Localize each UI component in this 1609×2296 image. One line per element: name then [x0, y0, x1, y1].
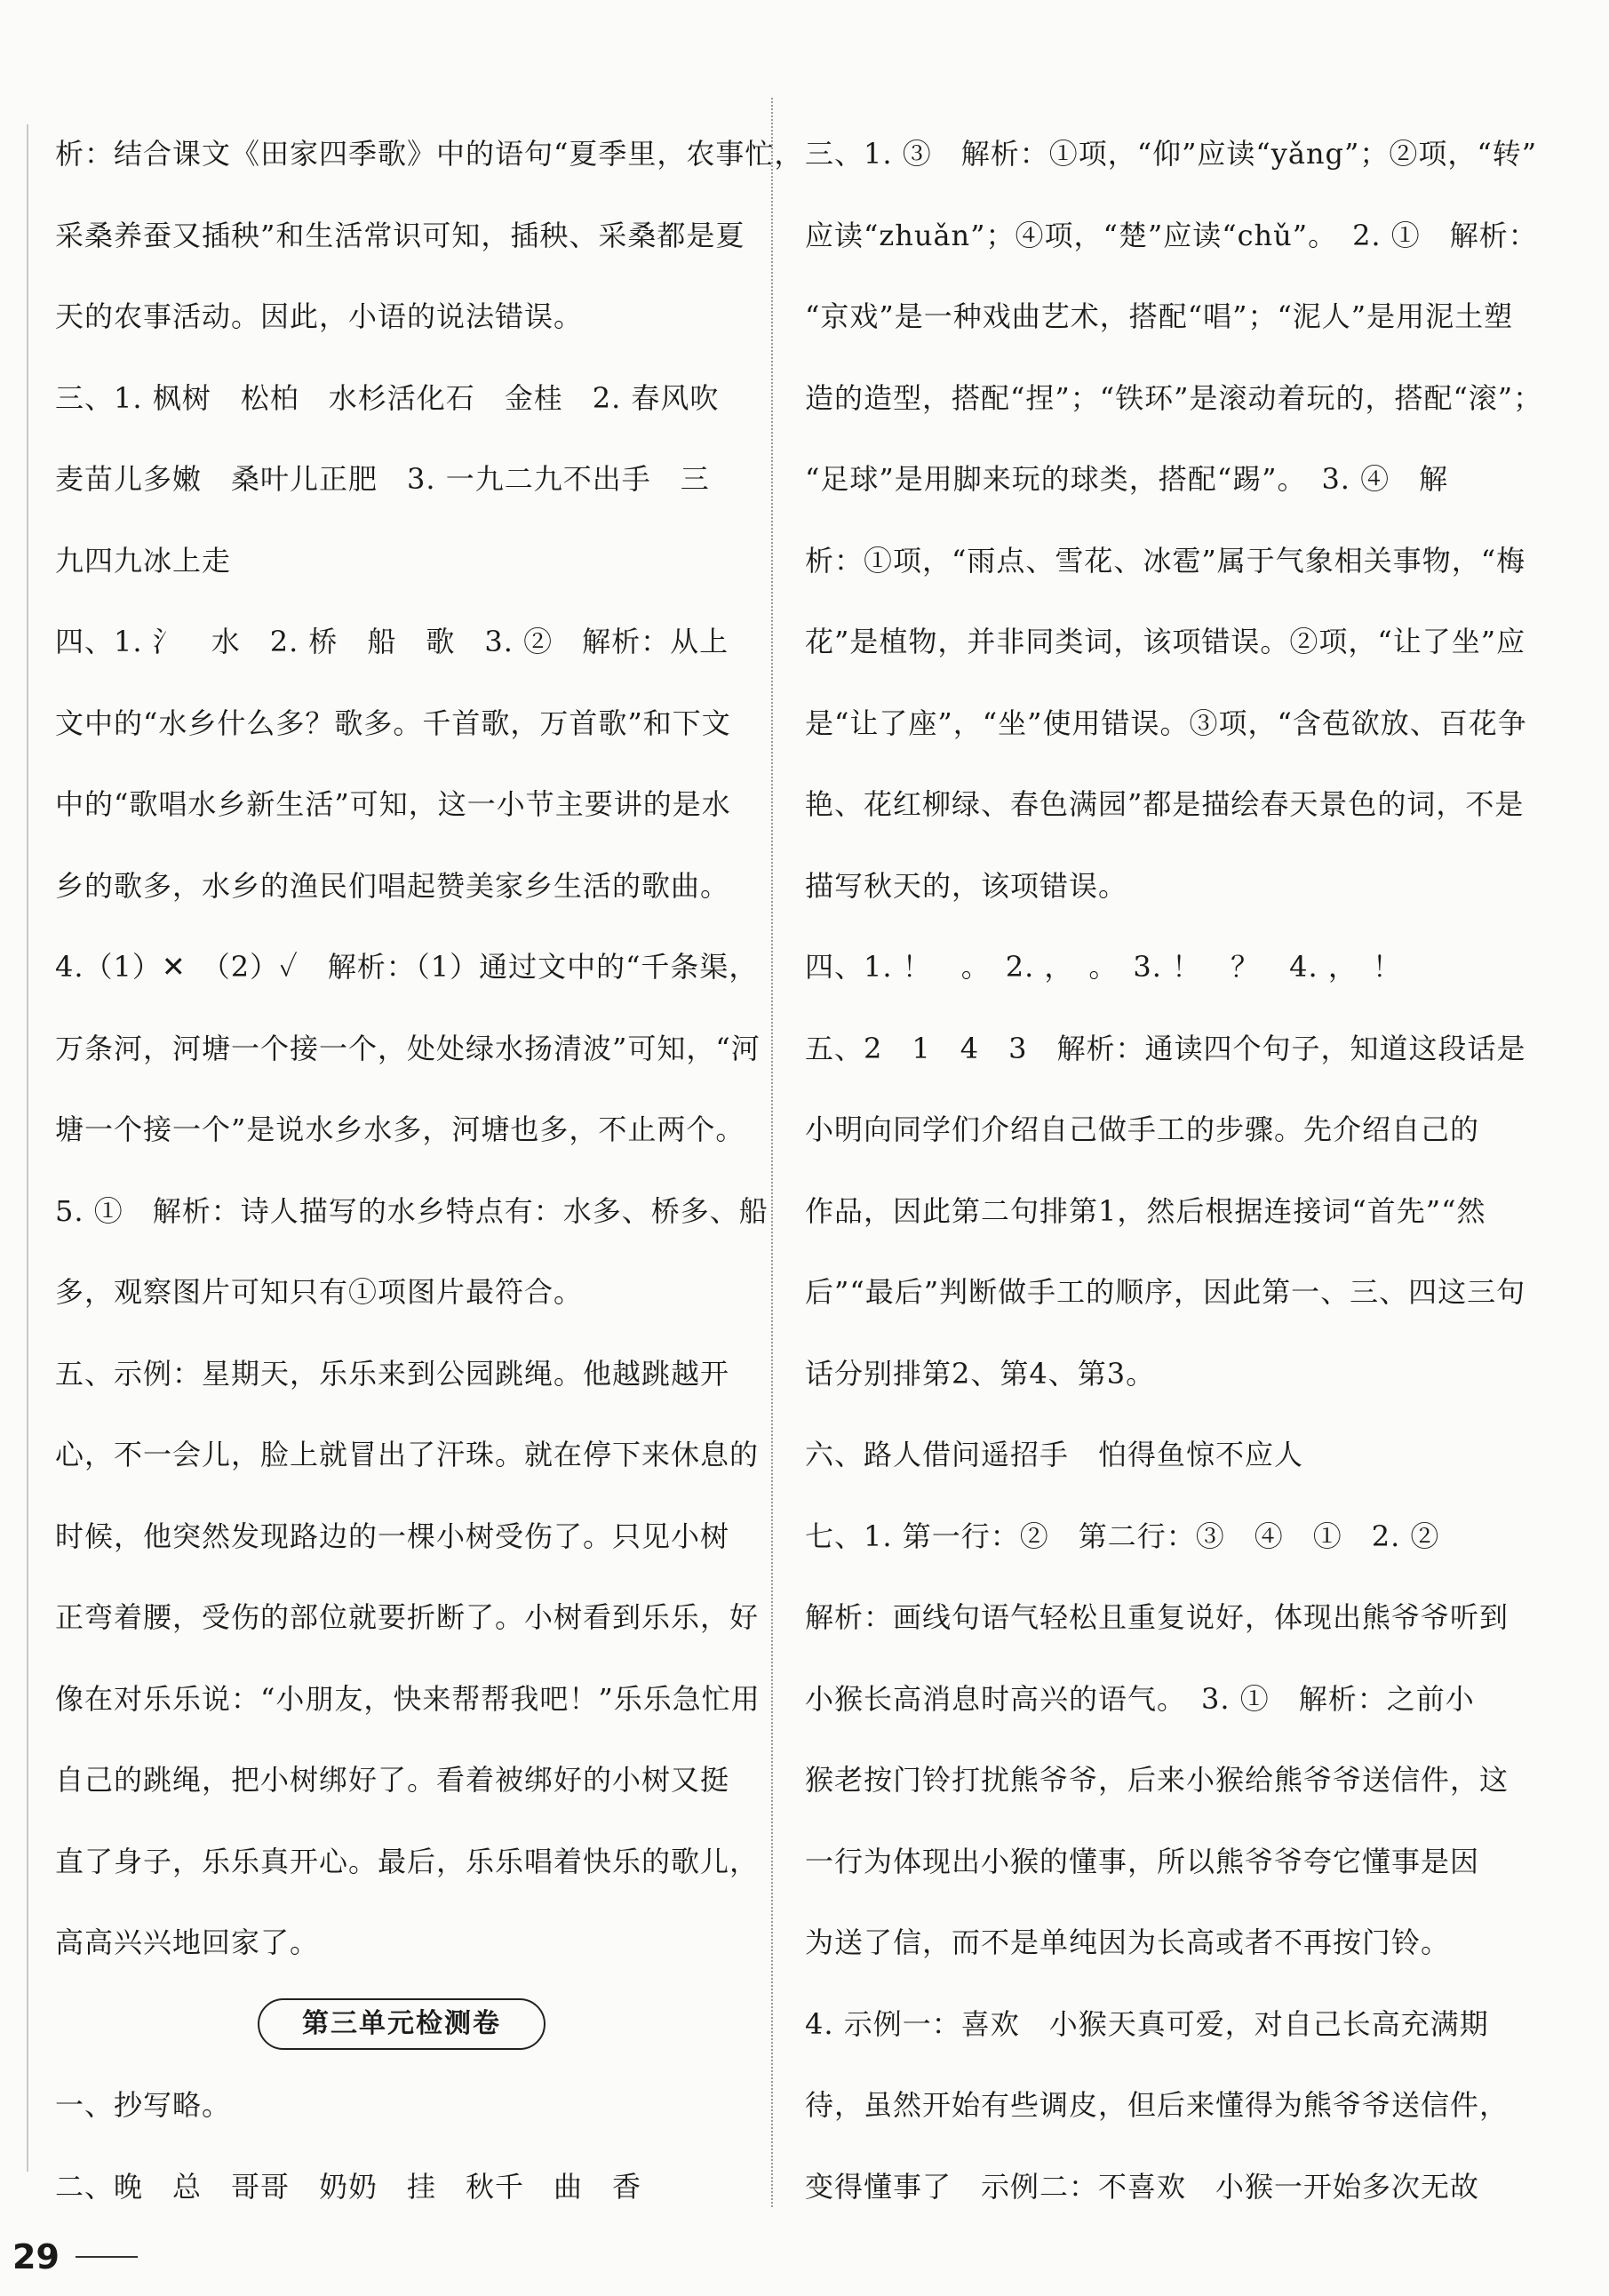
- text-line: 天的农事活动。因此，小语的说法错误。: [55, 299, 584, 333]
- text-line: 一行为体现出小猴的懂事，所以熊爷爷夸它懂事是因: [805, 1844, 1480, 1878]
- text-line: 四、1. ！ 。 2. ， 。 3. ！ ？ 4. ， ！: [805, 950, 1402, 984]
- footer-dash: [76, 2256, 138, 2258]
- text-line: 多，观察图片可知只有①项图片最符合。: [55, 1275, 584, 1309]
- text-line: 为送了信，而不是单纯因为长高或者不再按门铃。: [805, 1925, 1451, 1959]
- text-line: 自己的跳绳，把小树绑好了。看着被绑好的小树又挺: [55, 1763, 730, 1797]
- text-line: 像在对乐乐说：“小朋友，快来帮帮我吧！”乐乐急忙用: [55, 1681, 761, 1716]
- text-line: 四、1. 氵 水 2. 桥 船 歌 3. ② 解析：从上: [55, 625, 729, 658]
- left-margin-rule: [27, 124, 28, 2172]
- page-footer: [12, 2237, 138, 2276]
- text-line: 一、抄写略。: [55, 2088, 232, 2122]
- text-line: 三、1. ③ 解析：①项，“仰”应读“yǎng”；②项，“转”: [805, 137, 1538, 171]
- text-line: 小明向同学们介绍自己做手工的步骤。先介绍自己的: [805, 1112, 1480, 1146]
- text-line: 乡的歌多，水乡的渔民们唱起赞美家乡生活的歌曲。: [55, 868, 730, 903]
- text-line: 话分别排第2、第4、第3。: [805, 1356, 1156, 1391]
- text-line: 七、1. 第一行：② 第二行：③ ④ ① 2. ②: [805, 1519, 1440, 1553]
- text-line: 采桑养蚕又插秧”和生活常识可知，插秧、采桑都是夏: [55, 218, 745, 252]
- section-banner: 第三单元检测卷: [258, 1998, 546, 2050]
- text-line: 麦苗儿多嫩 桑叶儿正肥 3. 一九二九不出手 三: [55, 462, 710, 496]
- text-line: 小猴长高消息时高兴的语气。 3. ① 解析：之前小: [805, 1681, 1475, 1716]
- page-number: 29: [12, 2237, 60, 2276]
- text-line: 六、路人借问遥招手 怕得鱼惊不应人: [805, 1438, 1304, 1471]
- text-line: 后”“最后”判断做手工的顺序，因此第一、三、四这三句: [805, 1275, 1526, 1309]
- text-line: 5. ① 解析：诗人描写的水乡特点有：水多、桥多、船: [55, 1193, 769, 1228]
- text-line: 三、1. 枫树 松柏 水杉活化石 金桂 2. 春风吹: [55, 380, 720, 415]
- text-line: 文中的“水乡什么多？歌多。千首歌，万首歌”和下文: [55, 706, 731, 740]
- text-line: 花”是植物，并非同类词，该项错误。②项，“让了坐”应: [805, 625, 1526, 658]
- text-line: 析：结合课文《田家四季歌》中的语句“夏季里，农事忙，: [55, 137, 804, 171]
- text-line: 二、晚 总 哥哥 奶奶 挂 秋千 曲 香: [55, 2169, 642, 2204]
- text-line: 五、示例：星期天，乐乐来到公园跳绳。他越跳越开: [55, 1356, 730, 1391]
- text-line: 高高兴兴地回家了。: [55, 1925, 320, 1959]
- text-line: 时候，他突然发现路边的一棵小树受伤了。只见小树: [55, 1519, 730, 1553]
- text-line: 应读“zhuǎn”；④项，“楚”应读“chǔ”。 2. ① 解析：: [805, 218, 1538, 252]
- text-line: 作品，因此第二句排第1，然后根据连接词“首先”“然: [805, 1193, 1486, 1228]
- text-line: “足球”是用脚来玩的球类，搭配“踢”。 3. ④ 解: [805, 462, 1449, 496]
- section-banner-row: [55, 1984, 748, 2066]
- left-column: [55, 114, 804, 2228]
- text-line: “京戏”是一种戏曲艺术，搭配“唱”；“泥人”是用泥土塑: [805, 299, 1514, 333]
- text-line: 塘一个接一个”是说水乡水多，河塘也多，不止两个。: [55, 1112, 745, 1146]
- text-line: 解析：画线句语气轻松且重复说好，体现出熊爷爷听到: [805, 1600, 1509, 1634]
- text-line: 猴老按门铃打扰熊爷爷，后来小猴给熊爷爷送信件，这: [805, 1763, 1509, 1797]
- text-line: 是“让了座”，“坐”使用错误。③项，“含苞欲放、百花争: [805, 706, 1527, 740]
- text-line: 心，不一会儿，脸上就冒出了汗珠。就在停下来休息的: [55, 1438, 760, 1471]
- text-line: 艳、花红柳绿、春色满园”都是描绘春天景色的词，不是: [805, 787, 1525, 821]
- text-line: 变得懂事了 示例二：不喜欢 小猴一开始多次无故: [805, 2169, 1480, 2204]
- text-line: 4. 示例一：喜欢 小猴天真可爱，对自己长高充满期: [805, 2006, 1489, 2041]
- text-line: 中的“歌唱水乡新生活”可知，这一小节主要讲的是水: [55, 787, 731, 821]
- column-divider: [771, 98, 773, 2207]
- right-column: [805, 114, 1543, 2228]
- text-line: 正弯着腰，受伤的部位就要折断了。小树看到乐乐，好: [55, 1600, 760, 1634]
- text-line: 五、2 1 4 3 解析：通读四个句子，知道这段话是: [805, 1031, 1526, 1065]
- text-line: 万条河，河塘一个接一个，处处绿水扬清波”可知，“河: [55, 1031, 761, 1065]
- text-line: 造的造型，搭配“捏”；“铁环”是滚动着玩的，搭配“滚”；: [805, 380, 1543, 415]
- text-line: 待，虽然开始有些调皮，但后来懂得为熊爷爷送信件，: [805, 2088, 1509, 2122]
- text-line: 描写秋天的，该项错误。: [805, 868, 1128, 903]
- text-line: 析：①项，“雨点、雪花、冰雹”属于气象相关事物，“梅: [805, 543, 1526, 578]
- text-line: 4.（1）✕ （2）✓ 解析：（1）通过文中的“千条渠，: [55, 950, 759, 984]
- text-line: 九四九冰上走: [55, 543, 232, 578]
- text-line: 直了身子，乐乐真开心。最后，乐乐唱着快乐的歌儿，: [55, 1844, 760, 1878]
